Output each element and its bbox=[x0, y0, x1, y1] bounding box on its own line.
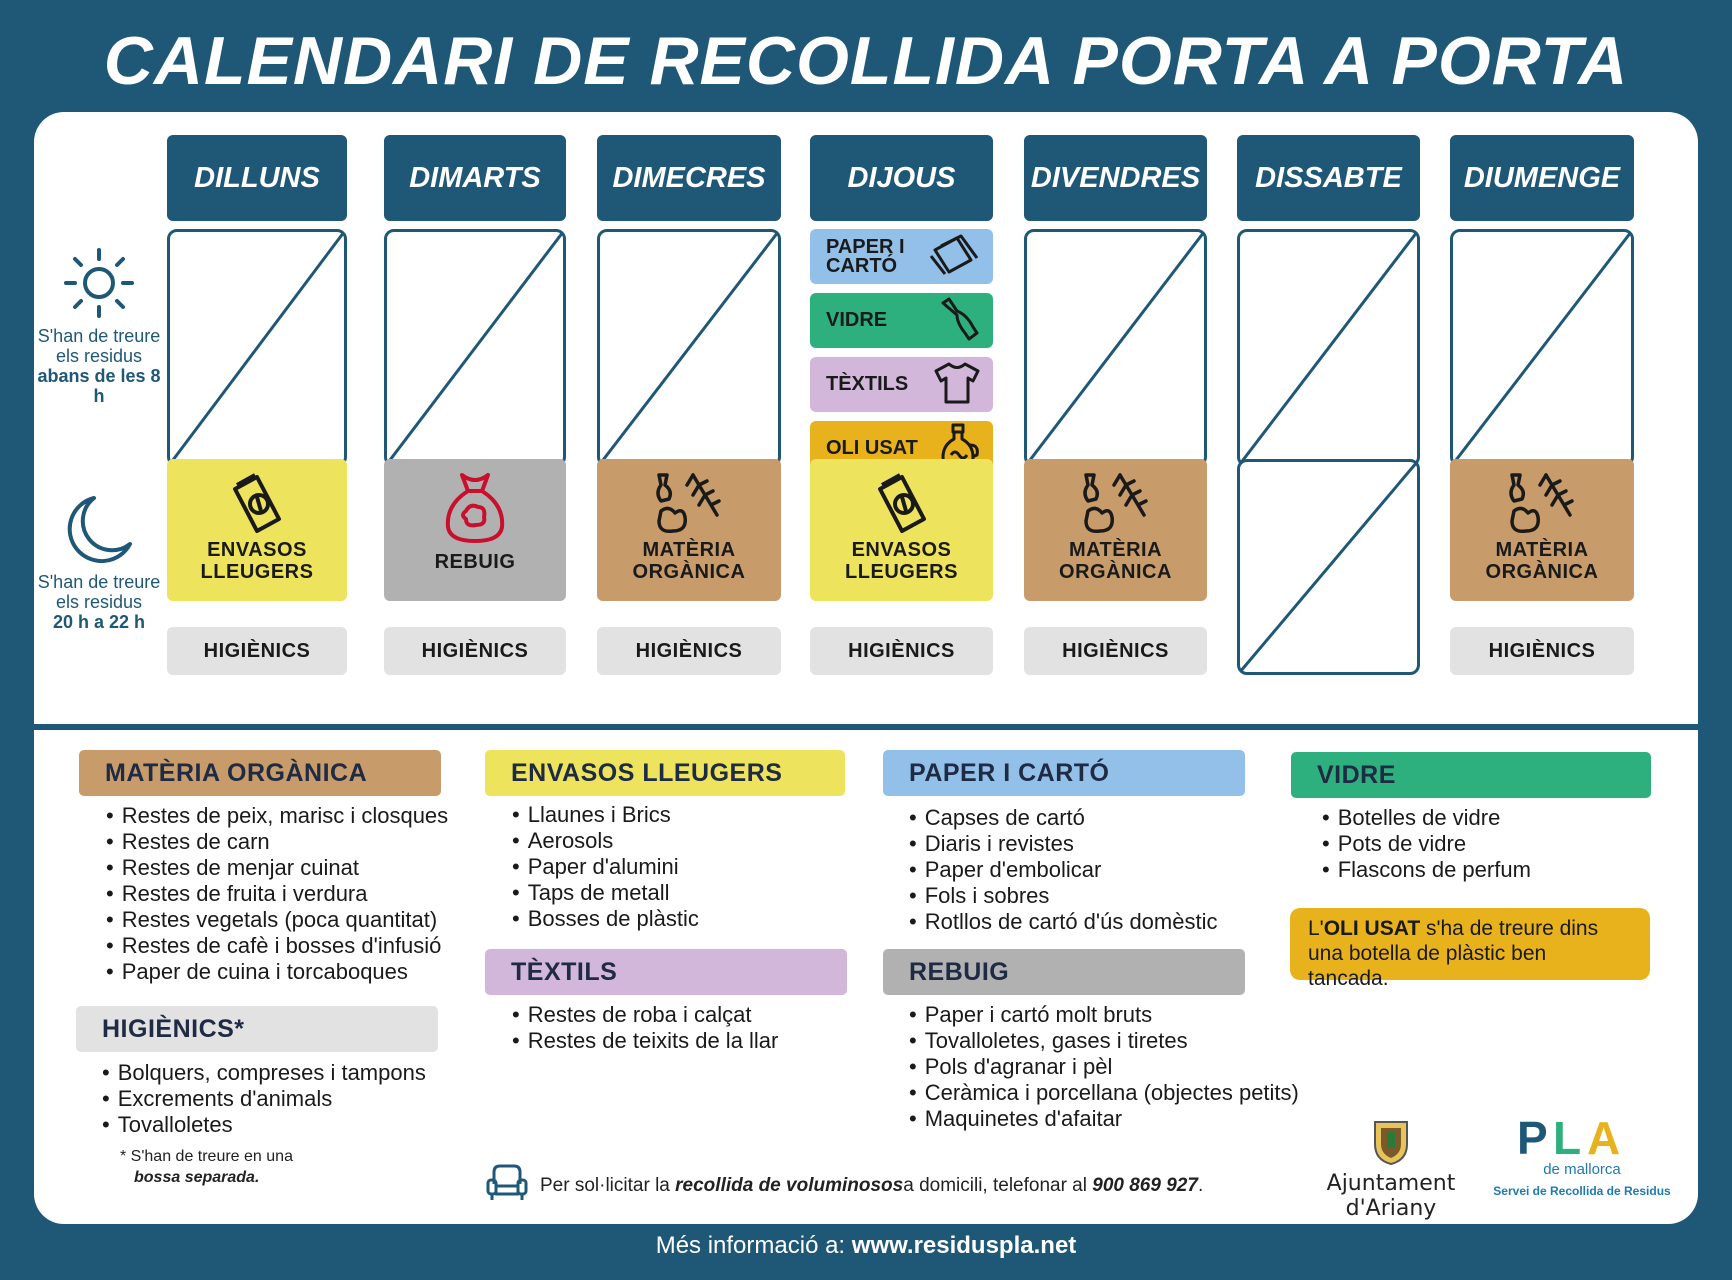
legend-envasos-title: ENVASOS LLEUGERS bbox=[485, 750, 845, 796]
section-divider bbox=[34, 724, 1698, 730]
slot-vidre-label: VIDRE bbox=[826, 309, 888, 331]
evening-diumenge bbox=[1450, 459, 1634, 601]
footer-url[interactable]: www.residuspla.net bbox=[851, 1232, 1077, 1259]
pla-sub: de mallorca bbox=[1543, 1161, 1621, 1178]
morning-empty-dissabte bbox=[1237, 229, 1420, 467]
day-header-dissabte: DISSABTE bbox=[1237, 135, 1420, 221]
hygienic-dilluns: HIGIÈNICS bbox=[167, 627, 347, 675]
evening-divendres-label1: MATÈRIA bbox=[1068, 539, 1163, 561]
bulky-pre: Per sol·licitar la bbox=[540, 1175, 670, 1196]
list-item: • Capses de cartó bbox=[909, 805, 1217, 831]
cardboard-icon bbox=[929, 234, 981, 280]
pla-logo bbox=[1492, 1112, 1672, 1198]
list-item: • Aerosols bbox=[512, 828, 699, 854]
day-header-diumenge: DIUMENGE bbox=[1450, 135, 1634, 221]
list-item: • Diaris i revistes bbox=[909, 831, 1217, 857]
sun-icon bbox=[62, 246, 136, 320]
evening-dimecres bbox=[597, 459, 781, 601]
list-item: • Restes vegetals (poca quantitat) bbox=[106, 907, 448, 933]
list-item: • Paper de cuina i torcaboques bbox=[106, 959, 448, 985]
list-item: • Restes de cafè i bosses d'infusió bbox=[106, 933, 448, 959]
legend-paper-title: PAPER I CARTÓ bbox=[883, 750, 1245, 796]
evening-dilluns-label2: LLEUGERS bbox=[200, 561, 314, 583]
evening-dimecres-label1: MATÈRIA bbox=[642, 539, 736, 561]
slot-paper-carto-label: PAPER I CARTÓ bbox=[826, 235, 905, 277]
evening-dimarts-label: REBUIG bbox=[434, 551, 516, 573]
bulky-bold: recollida de voluminosos bbox=[675, 1175, 904, 1196]
hygienic-dijous: HIGIÈNICS bbox=[810, 627, 993, 675]
svg-text:L: L bbox=[1553, 1112, 1582, 1160]
slot-oli-usat-label: OLI USAT bbox=[826, 437, 918, 459]
ajuntament-logo bbox=[1306, 1118, 1476, 1221]
day-header-dimarts: DIMARTS bbox=[384, 135, 566, 221]
list-item: • Pols d'agranar i pèl bbox=[909, 1054, 1299, 1080]
evening-diumenge-label1: MATÈRIA bbox=[1495, 539, 1589, 561]
day-header-dilluns: DILLUNS bbox=[167, 135, 347, 221]
bottle-icon bbox=[937, 297, 981, 345]
list-item: • Ceràmica i porcellana (objectes petits) bbox=[909, 1080, 1299, 1106]
oli-note-pre: L' bbox=[1308, 917, 1324, 940]
legend-envasos-list bbox=[512, 802, 699, 932]
legend-higienics-list bbox=[102, 1060, 426, 1138]
list-item: • Paper d'embolicar bbox=[909, 857, 1217, 883]
list-item: • Taps de metall bbox=[512, 880, 699, 906]
trash-bag-icon bbox=[440, 471, 510, 550]
legend-paper-list bbox=[909, 805, 1217, 935]
morning-note-text: S'han de treure els residus bbox=[37, 326, 161, 366]
ajuntament-name: Ajuntament d'Ariany bbox=[1326, 1171, 1456, 1221]
oli-note bbox=[1290, 908, 1650, 990]
slot-textils-label: TÈXTILS bbox=[826, 373, 909, 395]
list-item: • Bosses de plàstic bbox=[512, 906, 699, 932]
organic-icon bbox=[1080, 471, 1152, 542]
list-item: • Restes de roba i calçat bbox=[512, 1002, 778, 1028]
list-item: • Bolquers, compreses i tampons bbox=[102, 1060, 426, 1086]
legend-vidre-list bbox=[1322, 805, 1531, 883]
list-item: • Botelles de vidre bbox=[1322, 805, 1531, 831]
day-header-divendres: DIVENDRES bbox=[1024, 135, 1207, 221]
legend-rebuig-title: REBUIG bbox=[883, 949, 1245, 995]
slot-paper-carto bbox=[810, 229, 993, 284]
moon-icon bbox=[60, 492, 136, 568]
day-header-dimecres: DIMECRES bbox=[597, 135, 781, 221]
pla-service: Servei de Recollida de Residus bbox=[1493, 1184, 1671, 1198]
oli-note-text: s'ha de treure dins una botella de plàstic ben tancada. bbox=[1308, 917, 1599, 990]
evening-dilluns-label1: ENVASOS bbox=[207, 539, 307, 561]
list-item: • Pots de vidre bbox=[1322, 831, 1531, 857]
tshirt-icon bbox=[933, 361, 981, 409]
evening-divendres bbox=[1024, 459, 1207, 601]
list-item: • Paper i cartó molt bruts bbox=[909, 1002, 1299, 1028]
evening-note-text: S'han de treure els residus bbox=[37, 572, 161, 612]
armchair-icon bbox=[486, 1162, 528, 1210]
evening-divendres-label2: ORGÀNICA bbox=[1059, 561, 1172, 583]
list-item: • Tovalloletes, gases i tiretes bbox=[909, 1028, 1299, 1054]
list-item: • Maquinetes d'afaitar bbox=[909, 1106, 1299, 1132]
list-item: • Restes de teixits de la llar bbox=[512, 1028, 778, 1054]
slot-textils bbox=[810, 357, 993, 412]
higienics-note-line2: bossa separada. bbox=[134, 1169, 260, 1186]
evening-dijous bbox=[810, 459, 993, 601]
higienics-note-line1: * S'han de treure en una bbox=[120, 1148, 293, 1165]
evening-dimarts bbox=[384, 459, 566, 601]
evening-note-time: 20 h a 22 h bbox=[52, 612, 146, 632]
legend-rebuig-list bbox=[909, 1002, 1299, 1132]
evening-diumenge-label2: ORGÀNICA bbox=[1485, 561, 1599, 583]
bulky-phone: 900 869 927 bbox=[1092, 1175, 1198, 1196]
svg-text:P: P bbox=[1517, 1112, 1548, 1160]
pla-logo-mark bbox=[1517, 1112, 1647, 1160]
organic-icon bbox=[653, 471, 725, 542]
list-item: • Excrements d'animals bbox=[102, 1086, 426, 1112]
bulky-end: . bbox=[1197, 1175, 1204, 1196]
hygienic-diumenge: HIGIÈNICS bbox=[1450, 627, 1634, 675]
legend-organica-list bbox=[106, 803, 448, 985]
list-item: • Flascons de perfum bbox=[1322, 857, 1531, 883]
morning-empty-dimarts bbox=[384, 229, 566, 467]
morning-empty-dimecres bbox=[597, 229, 781, 467]
legend-higienics-title: HIGIÈNICS* bbox=[76, 1006, 438, 1052]
evening-dijous-label1: ENVASOS bbox=[851, 539, 952, 561]
list-item: • Restes de carn bbox=[106, 829, 448, 855]
list-item: • Fols i sobres bbox=[909, 883, 1217, 909]
page-title: CALENDARI DE RECOLLIDA PORTA A PORTA bbox=[103, 23, 1629, 99]
footer-text: Més informació a: bbox=[655, 1232, 852, 1259]
oli-note-bold: OLI USAT bbox=[1323, 917, 1421, 940]
can-icon bbox=[227, 471, 287, 542]
legend-textils-list bbox=[512, 1002, 778, 1054]
list-item: • Restes de peix, marisc i closques bbox=[106, 803, 448, 829]
list-item: • Paper d'alumini bbox=[512, 854, 699, 880]
calendar-card bbox=[34, 112, 1698, 1224]
legend-textils-title: TÈXTILS bbox=[485, 949, 847, 995]
bulky-note bbox=[486, 1162, 1203, 1210]
hygienic-divendres: HIGIÈNICS bbox=[1024, 627, 1207, 675]
legend-organica-title: MATÈRIA ORGÀNICA bbox=[79, 750, 441, 796]
morning-empty-divendres bbox=[1024, 229, 1207, 467]
svg-text:A: A bbox=[1587, 1112, 1621, 1160]
list-item: • Llaunes i Brics bbox=[512, 802, 699, 828]
coat-of-arms-icon bbox=[1371, 1153, 1411, 1170]
morning-note-time: abans de les 8 h bbox=[37, 366, 161, 406]
footer bbox=[0, 1232, 1732, 1260]
evening-empty-dissabte bbox=[1237, 459, 1420, 675]
evening-dimecres-label2: ORGÀNICA bbox=[632, 561, 746, 583]
list-item: • Rotllos de cartó d'ús domèstic bbox=[909, 909, 1217, 935]
slot-vidre bbox=[810, 293, 993, 348]
day-header-dijous: DIJOUS bbox=[810, 135, 993, 221]
list-item: • Restes de menjar cuinat bbox=[106, 855, 448, 881]
organic-icon bbox=[1506, 471, 1578, 542]
hygienic-dimecres: HIGIÈNICS bbox=[597, 627, 781, 675]
hygienic-dimarts: HIGIÈNICS bbox=[384, 627, 566, 675]
list-item: • Restes de fruita i verdura bbox=[106, 881, 448, 907]
morning-empty-dilluns bbox=[167, 229, 347, 467]
evening-dilluns bbox=[167, 459, 347, 601]
can-icon bbox=[872, 471, 932, 542]
legend-vidre-title: VIDRE bbox=[1291, 752, 1651, 798]
morning-note bbox=[34, 326, 164, 406]
morning-empty-diumenge bbox=[1450, 229, 1634, 467]
evening-note bbox=[34, 572, 164, 632]
bulky-mid: a domicili, telefonar al bbox=[903, 1175, 1087, 1196]
list-item: • Tovalloletes bbox=[102, 1112, 426, 1138]
evening-dijous-label2: LLEUGERS bbox=[845, 561, 958, 583]
higienics-note bbox=[120, 1146, 293, 1188]
